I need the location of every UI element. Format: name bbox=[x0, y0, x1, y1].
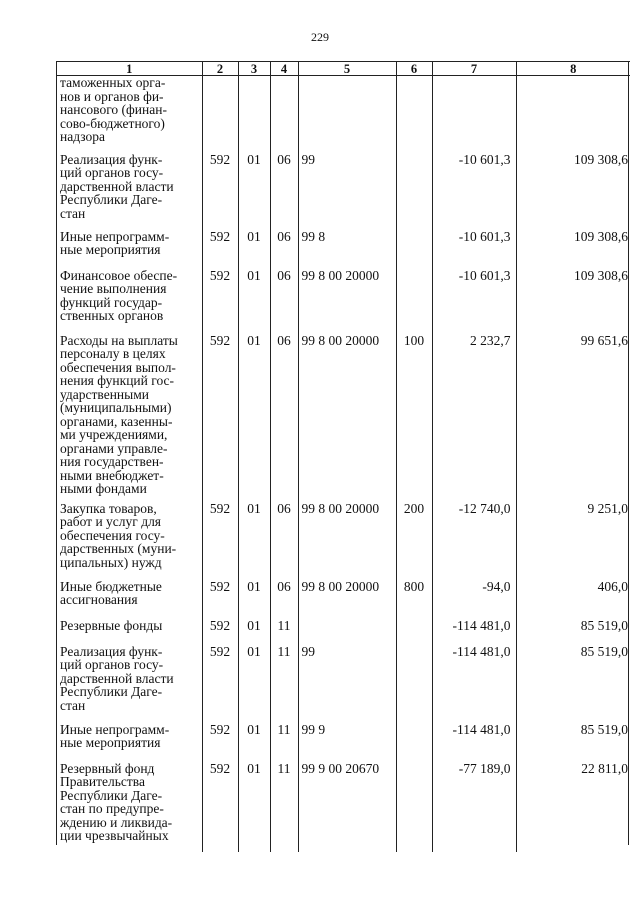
description-line: обеспечения выпол- bbox=[60, 359, 176, 375]
cell-subsection-code: 06 bbox=[270, 269, 298, 334]
description-line: Иные бюджетные bbox=[60, 578, 162, 594]
header-col-3: 3 bbox=[238, 62, 270, 76]
row-description bbox=[57, 334, 202, 502]
row-description bbox=[57, 269, 202, 334]
table-row bbox=[57, 76, 630, 153]
table-row bbox=[57, 619, 630, 645]
cell-section-code bbox=[238, 76, 270, 153]
cell-subsection-code: 06 bbox=[270, 334, 298, 502]
cell-target-article: 99 9 bbox=[298, 723, 396, 762]
description-line: ций органов госу- bbox=[60, 657, 164, 672]
cell-expense-type bbox=[396, 153, 432, 230]
table-row bbox=[57, 762, 630, 852]
cell-subsection-code: 06 bbox=[270, 230, 298, 269]
header-col-7: 7 bbox=[432, 62, 516, 76]
cell-section-code: 01 bbox=[238, 645, 270, 723]
row-description bbox=[57, 762, 202, 852]
description-line: ния государствен- bbox=[60, 454, 164, 469]
cell-subsection-code: 11 bbox=[270, 762, 298, 852]
cell-total-amount: 406,0 bbox=[516, 580, 630, 619]
cell-department-code: 592 bbox=[202, 619, 238, 645]
description-line: ции чрезвычайных bbox=[60, 828, 169, 843]
cell-department-code: 592 bbox=[202, 153, 238, 230]
description-line: функций государ- bbox=[60, 294, 163, 310]
cell-department-code: 592 bbox=[202, 269, 238, 334]
table-row bbox=[57, 269, 630, 334]
description-line: Закупка товаров, bbox=[60, 500, 157, 516]
cell-change-amount: -77 189,0 bbox=[432, 762, 516, 852]
description-line: Резервные фонды bbox=[60, 617, 163, 633]
cell-section-code: 01 bbox=[238, 619, 270, 645]
description-line: работ и услуг для bbox=[60, 514, 162, 529]
cell-change-amount: -114 481,0 bbox=[432, 723, 516, 762]
header-col-8: 8 bbox=[516, 62, 630, 76]
description-line: Финансовое обеспе- bbox=[60, 267, 178, 283]
cell-target-article bbox=[298, 619, 396, 645]
header-row bbox=[57, 62, 630, 76]
cell-subsection-code: 06 bbox=[270, 580, 298, 619]
cell-target-article: 99 8 00 20000 bbox=[298, 580, 396, 619]
table-row bbox=[57, 230, 630, 269]
cell-expense-type bbox=[396, 230, 432, 269]
row-description bbox=[57, 76, 202, 153]
description-line: ципальных) нужд bbox=[60, 554, 162, 570]
row-description bbox=[57, 580, 202, 619]
description-line: ственных органов bbox=[60, 308, 164, 323]
description-line: персоналу в целях bbox=[60, 346, 166, 361]
description-line: ми учреждениями, bbox=[60, 427, 168, 442]
cell-change-amount: -10 601,3 bbox=[432, 230, 516, 269]
description-line: (муниципальными) bbox=[60, 400, 172, 415]
cell-change-amount: -114 481,0 bbox=[432, 645, 516, 723]
cell-subsection-code: 11 bbox=[270, 619, 298, 645]
budget-table-frame bbox=[56, 61, 629, 845]
cell-total-amount bbox=[516, 76, 630, 153]
cell-section-code: 01 bbox=[238, 230, 270, 269]
description-line: стан bbox=[60, 697, 86, 713]
table-row bbox=[57, 502, 630, 580]
description-line: Реализация функ- bbox=[60, 151, 163, 167]
description-line: Иные непрограмм- bbox=[60, 721, 170, 737]
cell-expense-type bbox=[396, 762, 432, 852]
table-row bbox=[57, 723, 630, 762]
row-description bbox=[57, 645, 202, 723]
cell-section-code: 01 bbox=[238, 334, 270, 502]
cell-expense-type: 800 bbox=[396, 580, 432, 619]
cell-total-amount: 99 651,6 bbox=[516, 334, 630, 502]
cell-subsection-code bbox=[270, 76, 298, 153]
description-line: ные мероприятия bbox=[60, 735, 161, 750]
header-col-6: 6 bbox=[396, 62, 432, 76]
description-line: нансового (финан- bbox=[60, 102, 167, 117]
row-description bbox=[57, 502, 202, 580]
cell-section-code: 01 bbox=[238, 580, 270, 619]
description-line: чение выполнения bbox=[60, 281, 167, 296]
cell-expense-type bbox=[396, 76, 432, 153]
description-line: стан по предупре- bbox=[60, 801, 164, 816]
description-line: надзора bbox=[60, 129, 105, 144]
cell-total-amount: 85 519,0 bbox=[516, 723, 630, 762]
cell-change-amount bbox=[432, 76, 516, 153]
description-line: обеспечения госу- bbox=[60, 527, 165, 543]
description-line: ций органов госу- bbox=[60, 165, 164, 180]
budget-table bbox=[57, 61, 630, 852]
description-line: ные мероприятия bbox=[60, 242, 161, 257]
table-row bbox=[57, 153, 630, 230]
header-col-2: 2 bbox=[202, 62, 238, 76]
cell-total-amount: 85 519,0 bbox=[516, 619, 630, 645]
cell-section-code: 01 bbox=[238, 723, 270, 762]
cell-department-code: 592 bbox=[202, 762, 238, 852]
header-col-4: 4 bbox=[270, 62, 298, 76]
description-line: ждению и ликвида- bbox=[60, 814, 173, 830]
description-line: дарственных (муни- bbox=[60, 541, 177, 556]
cell-section-code: 01 bbox=[238, 153, 270, 230]
cell-target-article: 99 8 00 20000 bbox=[298, 269, 396, 334]
description-line: нения функций гос- bbox=[60, 373, 175, 388]
cell-target-article bbox=[298, 76, 396, 153]
cell-change-amount: 2 232,7 bbox=[432, 334, 516, 502]
cell-target-article: 99 8 00 20000 bbox=[298, 502, 396, 580]
cell-expense-type bbox=[396, 723, 432, 762]
cell-target-article: 99 8 bbox=[298, 230, 396, 269]
description-line: ными внебюджет- bbox=[60, 467, 164, 483]
cell-section-code: 01 bbox=[238, 269, 270, 334]
description-line: Иные непрограмм- bbox=[60, 228, 170, 244]
cell-total-amount: 109 308,6 bbox=[516, 153, 630, 230]
cell-department-code: 592 bbox=[202, 502, 238, 580]
cell-change-amount: -114 481,0 bbox=[432, 619, 516, 645]
cell-section-code: 01 bbox=[238, 762, 270, 852]
cell-change-amount: -10 601,3 bbox=[432, 153, 516, 230]
cell-department-code: 592 bbox=[202, 334, 238, 502]
cell-subsection-code: 06 bbox=[270, 502, 298, 580]
cell-target-article: 99 bbox=[298, 645, 396, 723]
description-line: стан bbox=[60, 205, 86, 221]
cell-department-code: 592 bbox=[202, 580, 238, 619]
row-description bbox=[57, 230, 202, 269]
row-description bbox=[57, 723, 202, 762]
cell-total-amount: 22 811,0 bbox=[516, 762, 630, 852]
description-line: Расходы на выплаты bbox=[60, 332, 178, 348]
description-line: органами, казенны- bbox=[60, 413, 173, 429]
header-col-5: 5 bbox=[298, 62, 396, 76]
description-line: дарственной власти bbox=[60, 178, 174, 194]
table-row bbox=[57, 580, 630, 619]
cell-target-article: 99 8 00 20000 bbox=[298, 334, 396, 502]
table-row bbox=[57, 334, 630, 502]
cell-expense-type bbox=[396, 619, 432, 645]
cell-target-article: 99 bbox=[298, 153, 396, 230]
cell-subsection-code: 11 bbox=[270, 645, 298, 723]
cell-department-code: 592 bbox=[202, 645, 238, 723]
cell-expense-type: 200 bbox=[396, 502, 432, 580]
description-line: Резервный фонд bbox=[60, 760, 155, 776]
cell-expense-type: 100 bbox=[396, 334, 432, 502]
cell-change-amount: -10 601,3 bbox=[432, 269, 516, 334]
cell-total-amount: 85 519,0 bbox=[516, 645, 630, 723]
description-line: нов и органов фи- bbox=[60, 88, 164, 104]
cell-department-code: 592 bbox=[202, 723, 238, 762]
description-line: Правительства bbox=[60, 774, 145, 789]
header-col-1: 1 bbox=[57, 62, 202, 76]
description-line: сово-бюджетного) bbox=[60, 115, 165, 131]
cell-total-amount: 109 308,6 bbox=[516, 230, 630, 269]
description-line: таможенных орга- bbox=[60, 75, 166, 90]
cell-expense-type bbox=[396, 269, 432, 334]
cell-expense-type bbox=[396, 645, 432, 723]
page-number: 229 bbox=[311, 30, 329, 44]
row-description bbox=[57, 619, 202, 645]
cell-subsection-code: 06 bbox=[270, 153, 298, 230]
cell-total-amount: 109 308,6 bbox=[516, 269, 630, 334]
cell-department-code bbox=[202, 76, 238, 153]
description-line: Республики Даге- bbox=[60, 192, 163, 207]
row-description bbox=[57, 153, 202, 230]
description-line: ударственными bbox=[60, 386, 149, 402]
cell-department-code: 592 bbox=[202, 230, 238, 269]
cell-target-article: 99 9 00 20670 bbox=[298, 762, 396, 852]
description-line: дарственной власти bbox=[60, 670, 174, 686]
description-line: ными фондами bbox=[60, 481, 147, 496]
description-line: Реализация функ- bbox=[60, 643, 163, 659]
description-line: ассигнования bbox=[60, 592, 138, 607]
description-line: Республики Даге- bbox=[60, 684, 163, 699]
cell-section-code: 01 bbox=[238, 502, 270, 580]
description-line: органами управле- bbox=[60, 440, 168, 456]
cell-subsection-code: 11 bbox=[270, 723, 298, 762]
cell-change-amount: -94,0 bbox=[432, 580, 516, 619]
description-line: Республики Даге- bbox=[60, 787, 163, 803]
cell-total-amount: 9 251,0 bbox=[516, 502, 630, 580]
table-row bbox=[57, 645, 630, 723]
cell-change-amount: -12 740,0 bbox=[432, 502, 516, 580]
